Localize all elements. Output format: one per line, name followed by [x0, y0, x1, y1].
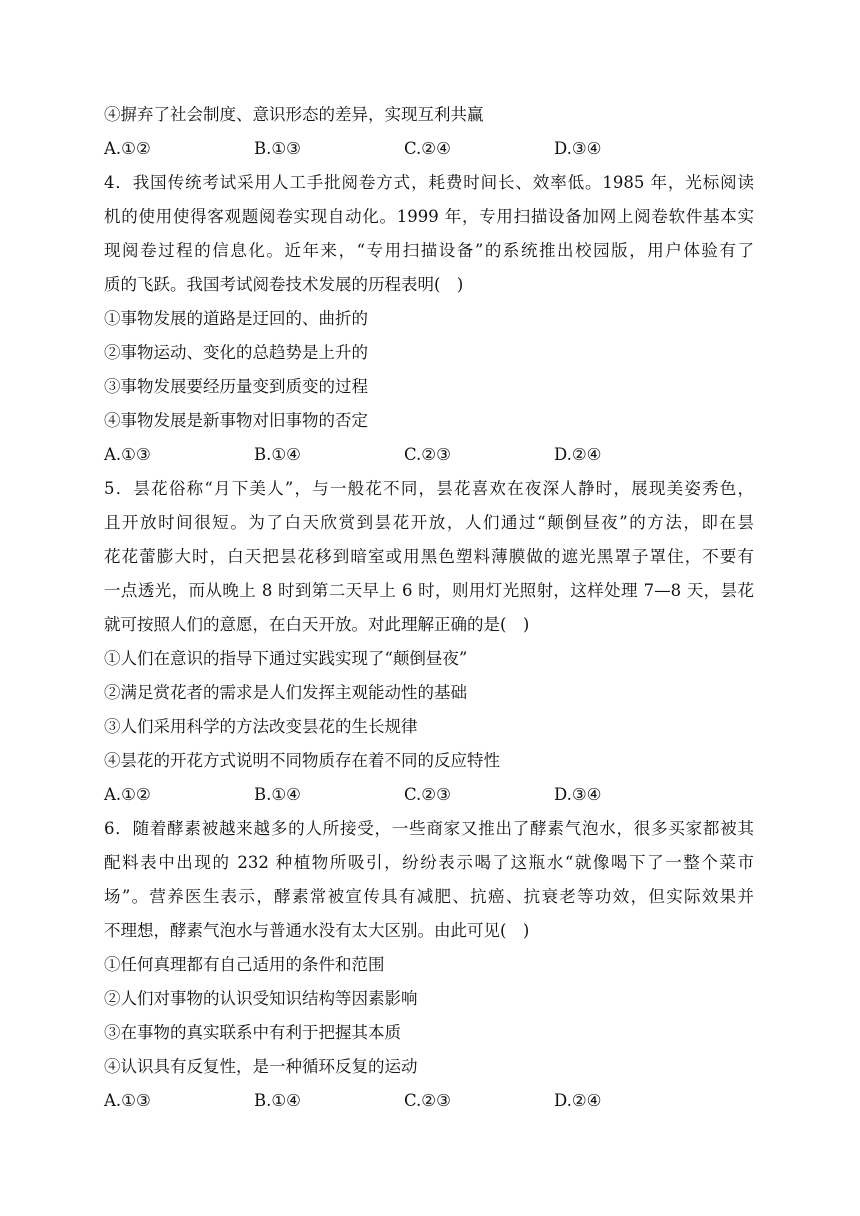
q5-stem-line: 一点透光，而从晚上 8 时到第二天早上 6 时，则用灯光照射，这样处理 7—8 天，昙花: [104, 581, 754, 600]
q6-options: [104, 1090, 764, 1112]
q3-options: [104, 138, 764, 160]
q5-option-b: B.①④: [254, 785, 301, 804]
q6-stem-line: 场”。营养医生表示，酵素常被宣传具有减肥、抗癌、抗衰老等功效，但实际效果并: [104, 887, 754, 906]
q6-option-c: C.②③: [404, 1091, 451, 1110]
q6-statement-1: ①任何真理都有自己适用的条件和范围: [104, 955, 385, 974]
q4-statement-3: ③事物发展要经历量变到质变的过程: [104, 377, 368, 396]
q5-option-c: C.②③: [404, 785, 451, 804]
q4-options: [104, 444, 764, 466]
q4-option-c: C.②③: [404, 445, 451, 464]
q4-statement-2: ②事物运动、变化的总趋势是上升的: [104, 343, 368, 362]
q6-stem-line: 不理想，酵素气泡水与普通水没有太大区别。由此可见( ): [104, 921, 530, 940]
q4-stem-line: 质的飞跃。我国考试阅卷技术发展的历程表明( ): [104, 275, 464, 294]
q3-option-b: B.①③: [254, 139, 301, 158]
q5-stem-line: 且开放时间很短。为了白天欣赏到昙花开放，人们通过“颠倒昼夜”的方法，即在昙: [104, 513, 754, 532]
q5-options: [104, 784, 764, 806]
q4-stem-line: 现阅卷过程的信息化。近年来，“专用扫描设备”的系统推出校园版，用户体验有了: [104, 241, 754, 260]
q6-option-b: B.①④: [254, 1091, 301, 1110]
q5-option-d: D.③④: [554, 785, 602, 804]
q6-statement-4: ④认识具有反复性，是一种循环反复的运动: [104, 1057, 418, 1076]
q5-statement-3: ③人们采用科学的方法改变昙花的生长规律: [104, 717, 418, 736]
q6-option-a: A.①③: [104, 1091, 151, 1110]
q4-option-a: A.①③: [104, 445, 151, 464]
q4-option-d: D.②④: [554, 445, 602, 464]
q6-option-d: D.②④: [554, 1091, 602, 1110]
q6-stem-line: 6．随着酵素被越来越多的人所接受，一些商家又推出了酵素气泡水，很多买家都被其: [104, 819, 754, 838]
q5-stem-line: 就可按照人们的意愿，在白天开放。对此理解正确的是( ): [104, 615, 530, 634]
q4-stem-line: 机的使用使得客观题阅卷实现自动化。1999 年，专用扫描设备加网上阅卷软件基本实: [104, 207, 754, 226]
q4-statement-4: ④事物发展是新事物对旧事物的否定: [104, 411, 368, 430]
q3-option-a: A.①②: [104, 139, 151, 158]
q5-statement-2: ②满足赏花者的需求是人们发挥主观能动性的基础: [104, 683, 467, 702]
q5-statement-1: ①人们在意识的指导下通过实践实现了“颠倒昼夜”: [104, 649, 468, 668]
q6-statement-2: ②人们对事物的认识受知识结构等因素影响: [104, 989, 418, 1008]
q5-statement-4: ④昙花的开花方式说明不同物质存在着不同的反应特性: [104, 751, 500, 770]
q3-option-c: C.②④: [404, 139, 451, 158]
q3-statement-4: ④摒弃了社会制度、意识形态的差异，实现互利共赢: [104, 105, 484, 124]
q6-stem-line: 配料表中出现的 232 种植物所吸引，纷纷表示喝了这瓶水“就像喝下了一整个菜市: [104, 853, 754, 872]
q5-stem-line: 花花蕾膨大时，白天把昙花移到暗室或用黑色塑料薄膜做的遮光黑罩子罩住，不要有: [104, 547, 754, 566]
q5-stem-line: 5．昙花俗称“月下美人”，与一般花不同，昙花喜欢在夜深人静时，展现美姿秀色，: [104, 479, 754, 498]
q5-option-a: A.①②: [104, 785, 151, 804]
q4-statement-1: ①事物发展的道路是迂回的、曲折的: [104, 309, 368, 328]
q6-statement-3: ③在事物的真实联系中有利于把握其本质: [104, 1023, 401, 1042]
q3-option-d: D.③④: [554, 139, 602, 158]
q4-option-b: B.①④: [254, 445, 301, 464]
q4-stem-line: 4．我国传统考试采用人工手批阅卷方式，耗费时间长、效率低。1985 年，光标阅读: [104, 173, 754, 192]
